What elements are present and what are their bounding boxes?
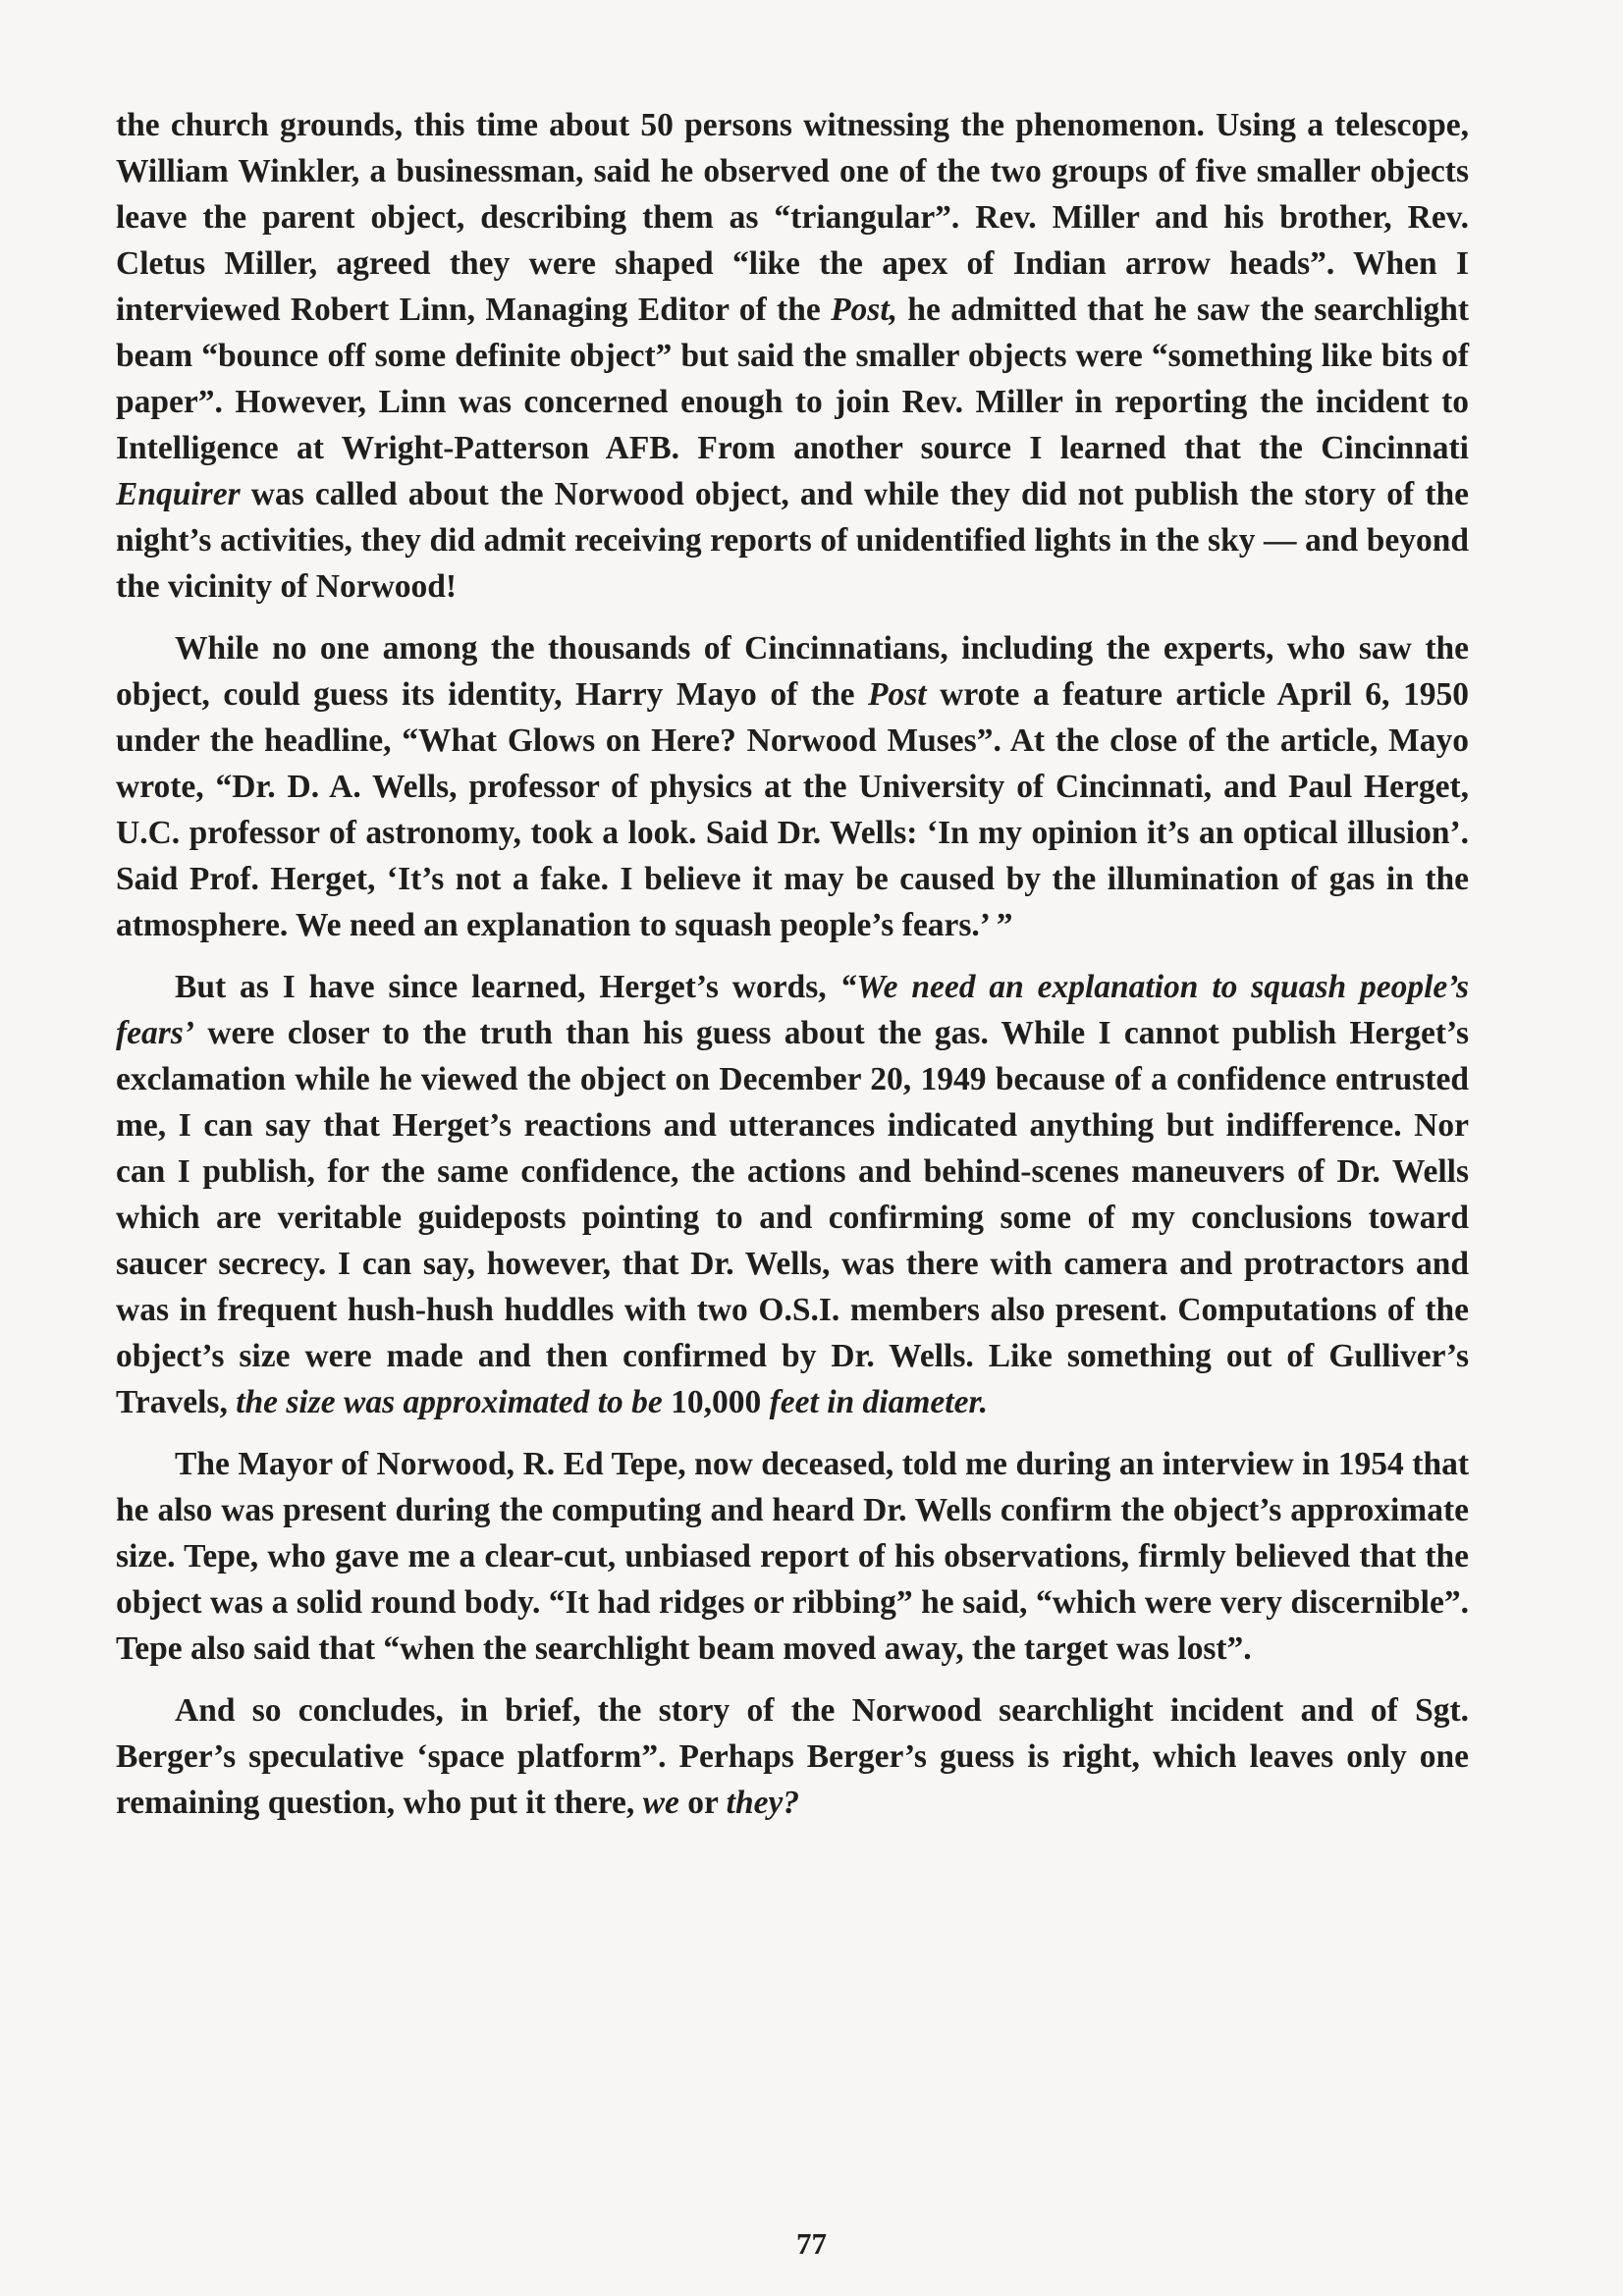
text-run: or [678,1785,727,1821]
italic-word: they? [726,1785,800,1821]
newspaper-name-enquirer: Enquirer [116,476,241,512]
text-run: 10,000 [662,1384,770,1420]
newspaper-name-post: Post [868,676,927,713]
text-run: the church grounds, this time about 50 persons witnessing the phenomenon. Using a telescope, William Winkler, a businessman, said he observed one of the two groups of five smaller objects leave the parent object, describing them as “triangular”. Rev. Miller and his brother, Rev. Cletus Miller, agreed they were shaped “like the apex of Indian arrow heads”. When I interviewed Robert Linn, Managing Editor of the [116,107,1469,328]
page-number: 77 [796,2226,827,2261]
paragraph-2 [116,625,1469,948]
text-run: wrote a feature article April 6, 1950 under the headline, “What Glows on Here? Norwood Muses”. At the close of the article, Mayo wrote, “Dr. D. A. Wells, professor of physics at the University of Cincinnati, and Paul Herget, U.C. professor of astronomy, took a look. Said Dr. Wells: ‘In my opinion it’s an optical illusion’. Said Prof. Herget, ‘It’s not a fake. I believe it may be caused by the illumination of gas in the atmosphere. We need an explanation to squash people’s fears.’ ” [116,676,1469,943]
newspaper-name-post: Post, [831,292,898,328]
italic-phrase: the size was approximated to be [236,1384,663,1420]
text-run: he admitted that he saw the searchlight beam “bounce off some definite object” but said the smaller objects were “something like bits of paper”. However, Linn was concerned enough to join Rev. Miller in reporting the incident to Intelligence at Wright-Patterson AFB. From another source I learned that the Cincinnati [116,292,1469,466]
italic-word: we [642,1785,679,1821]
text-run: While no one among the thousands of Cincinnatians, including the experts, who saw the object, could guess its identity, Harry Mayo of the [116,630,1469,713]
text-run: were closer to the truth than his guess about the gas. While I cannot publish Herget’s exclamation while he viewed the object on December 20, 1949 because of a confidence entrusted me, I can say that Herget’s reactions and utterances indicated anything but indifference. Nor can I publish, for the same confidence, the actions and behind-scenes maneuvers of Dr. Wells which are veritable guideposts pointing to and confirming some of my conclusions toward saucer secrecy. I can say, however, that Dr. Wells, was there with camera and protractors and was in frequent hush-hush huddles with two O.S.I. members also present. Computations of the object’s size were made and then confirmed by Dr. Wells. Like something out of Gulliver’s Travels, [116,1015,1469,1420]
paragraph-3 [116,964,1469,1425]
body-text [116,102,1469,1842]
paragraph-5 [116,1687,1469,1826]
italic-phrase: feet in diameter. [769,1384,989,1420]
text-run: was called about the Norwood object, and while they did not publish the story of the night’s activities, they did admit receiving reports of unidentified lights in the sky — and beyond the vicinity of Norwood! [116,476,1469,605]
text-run: The Mayor of Norwood, R. Ed Tepe, now deceased, told me during an interview in 1954 that he also was present during the computing and heard Dr. Wells confirm the object’s approximate size. Tepe, who gave me a clear-cut, unbiased report of his observations, firmly believed that the object was a solid round body. “It had ridges or ribbing” he said, “which were very discernible”. Tepe also said that “when the searchlight beam moved away, the target was lost”. [116,1446,1469,1667]
paragraph-4 [116,1441,1469,1672]
paragraph-1 [116,102,1469,610]
italic-quote: “We need an explanation to squash people’s fears’ [116,969,1470,1051]
text-run: But as I have since learned, Herget’s words, [175,969,840,1005]
text-run: And so concludes, in brief, the story of the Norwood searchlight incident and of Sgt. Berger’s speculative ‘space platform”. Perhaps Berger’s guess is right, which leaves only one remaining question, who put it there, [116,1692,1469,1821]
